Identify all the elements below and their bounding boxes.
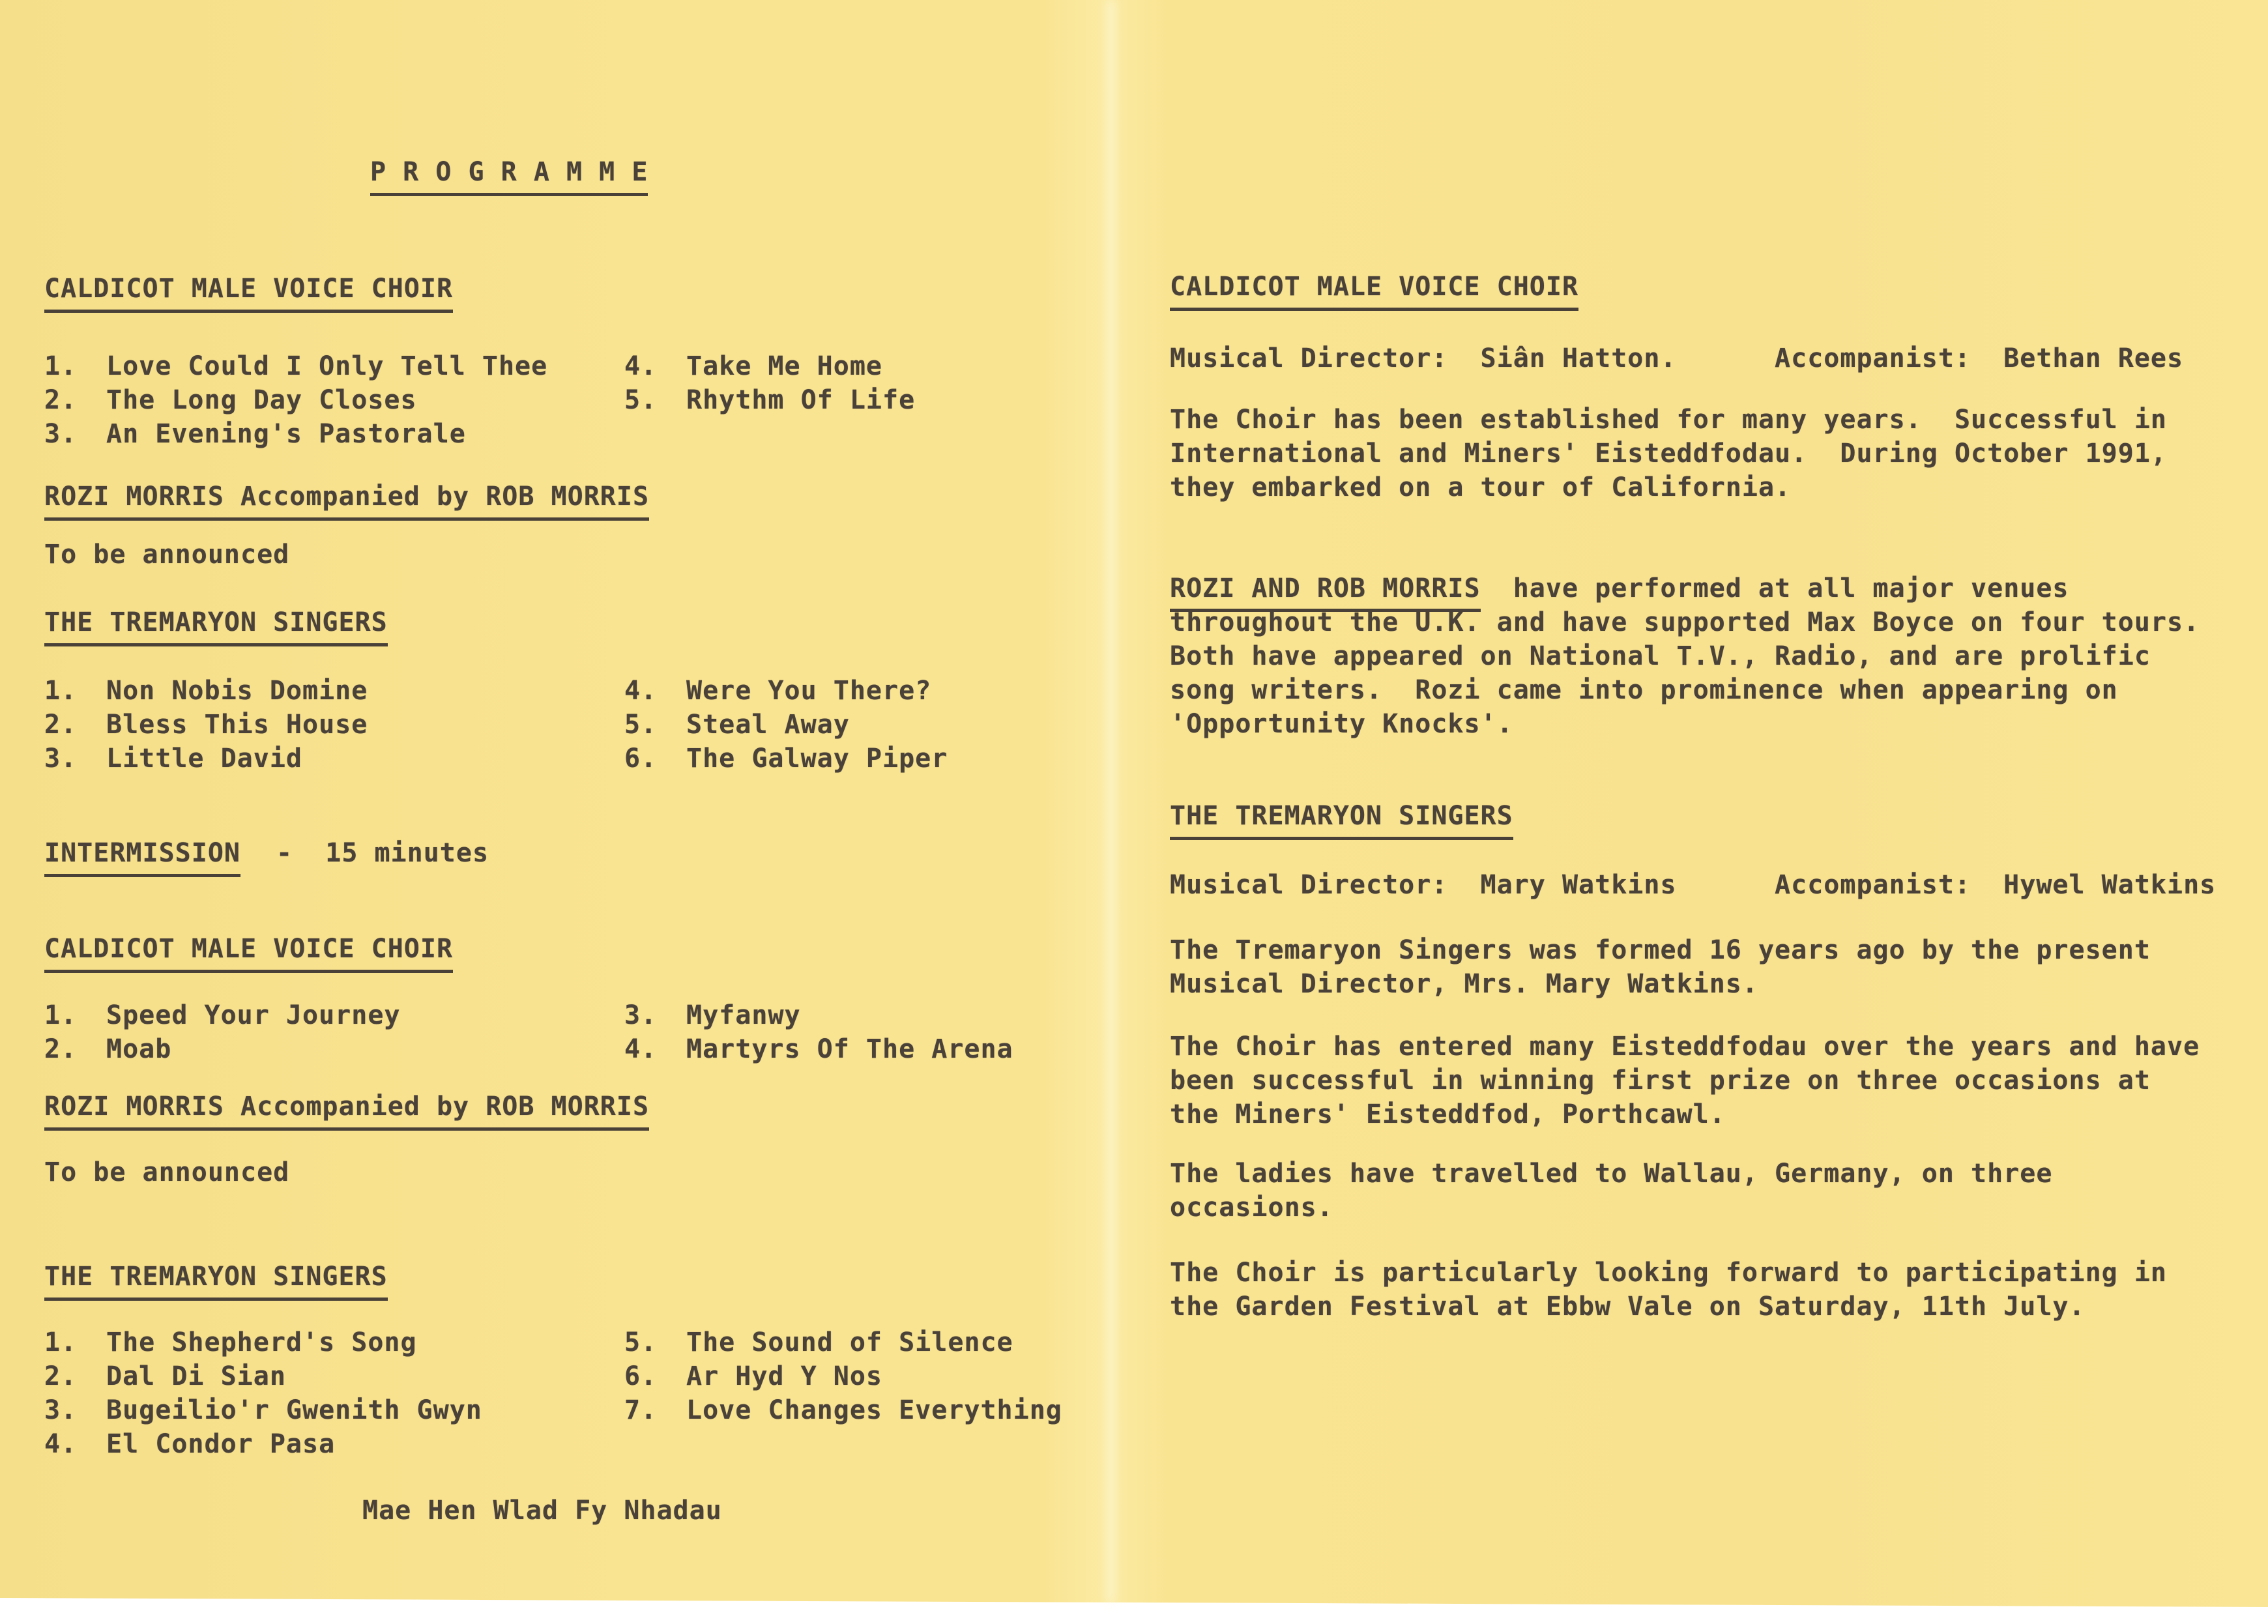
song-item — [624, 1393, 1062, 1427]
section-heading-wrap — [1170, 271, 2268, 311]
song-title: Dal Di Sian — [106, 1361, 286, 1391]
song-title: Non Nobis Domine — [106, 676, 368, 706]
song-subcolumn — [44, 674, 1146, 776]
song-subcolumn — [44, 349, 1146, 451]
song-number: 5. — [624, 385, 658, 415]
song-item — [624, 383, 915, 417]
paragraph-line: they embarked on a tour of California. — [1170, 472, 1792, 502]
section-heading-tremaryon-bio: THE TREMARYON SINGERS — [1170, 800, 1513, 840]
song-number: 6. — [624, 744, 658, 774]
note-text: To be announced — [44, 1157, 290, 1187]
section-heading-wrap — [44, 481, 1146, 521]
paragraph-tremaryon-3 — [1170, 1157, 2268, 1225]
song-item — [624, 674, 948, 708]
song-item — [44, 674, 1146, 708]
song-item — [44, 349, 1146, 383]
song-item — [624, 1326, 1062, 1359]
song-number: 1. — [44, 351, 78, 381]
page-title: P R O G R A M M E — [370, 156, 648, 196]
song-title: Ar Hyd Y Nos — [686, 1361, 882, 1391]
lead-underlined-rozi: ROZI AND ROB MORRIS — [1170, 573, 1481, 612]
song-title: Take Me Home — [686, 351, 882, 381]
song-title: Steal Away — [686, 710, 850, 740]
paragraph-tremaryon-2 — [1170, 1030, 2268, 1131]
song-item — [624, 708, 948, 742]
song-number: 3. — [44, 744, 78, 774]
section-heading-wrap — [44, 607, 1146, 646]
section-heading-caldicot-2: CALDICOT MALE VOICE CHOIR — [44, 933, 453, 973]
credits-line-caldicot: Musical Director: Siân Hatton. Accompanist: Bethan Rees — [1170, 343, 2184, 373]
song-number: 2. — [44, 1361, 78, 1391]
paragraph-line: song writers. Rozi came into prominence when appearing on — [1170, 675, 2118, 705]
song-item — [624, 1032, 1013, 1066]
left-column — [44, 156, 1146, 1528]
paragraph-line: The Choir has entered many Eisteddfodau over the years and have — [1170, 1032, 2200, 1062]
paragraph-line: Both have appeared on National T.V., Radio, and are prolific — [1170, 641, 2151, 671]
section-heading-tremaryon-2: THE TREMARYON SINGERS — [44, 1261, 388, 1301]
song-title: The Long Day Closes — [106, 385, 417, 415]
section-heading-wrap — [1170, 800, 2268, 840]
song-item — [44, 1427, 1146, 1461]
paragraph-line: The ladies have travelled to Wallau, Germany, on three — [1170, 1159, 2053, 1189]
song-title: The Sound of Silence — [686, 1327, 1013, 1357]
song-title: Bugeilio'r Gwenith Gwyn — [106, 1395, 482, 1425]
section-heading-rozi-1: ROZI MORRIS Accompanied by ROB MORRIS — [44, 481, 649, 521]
song-title: Myfanwy — [686, 1000, 801, 1030]
song-title: Speed Your Journey — [106, 1000, 401, 1030]
intermission-detail: - 15 minutes — [276, 838, 489, 868]
song-number: 4. — [624, 676, 658, 706]
song-item — [624, 349, 915, 383]
song-item — [624, 742, 948, 776]
section-heading-wrap — [44, 1091, 1146, 1131]
song-number: 3. — [624, 1000, 658, 1030]
song-title: The Shepherd's Song — [106, 1327, 417, 1357]
section-heading-wrap — [44, 933, 1146, 973]
song-subcolumn — [624, 998, 1013, 1066]
song-list-tremaryon-1 — [44, 674, 1146, 776]
paragraph-line: Musical Director, Mrs. Mary Watkins. — [1170, 969, 1758, 999]
song-number: 5. — [624, 710, 658, 740]
song-item — [44, 383, 1146, 417]
paragraph-line: occasions. — [1170, 1193, 1333, 1223]
intermission-label: INTERMISSION — [44, 837, 240, 877]
song-subcolumn — [624, 1326, 1062, 1427]
song-number: 3. — [44, 419, 78, 449]
song-item — [44, 742, 1146, 776]
paragraph-line: The Tremaryon Singers was formed 16 years ago by the present — [1170, 935, 2151, 965]
paragraph-rozi-bio — [1170, 572, 2268, 741]
anthem-title: Mae Hen Wlad Fy Nhadau — [362, 1496, 722, 1526]
section-heading-wrap — [44, 273, 1146, 313]
section-heading-caldicot-1: CALDICOT MALE VOICE CHOIR — [44, 273, 453, 313]
song-title: Martyrs Of The Arena — [686, 1034, 1013, 1064]
right-column — [1170, 156, 2268, 1324]
paragraph-line: the Miners' Eisteddfod, Porthcawl. — [1170, 1099, 1726, 1129]
song-number: 4. — [624, 351, 658, 381]
section-heading-wrap — [44, 1261, 1146, 1301]
song-list-caldicot-1 — [44, 349, 1146, 451]
song-title: Were You There? — [686, 676, 932, 706]
song-item — [44, 708, 1146, 742]
paragraph-line: 'Opportunity Knocks'. — [1170, 709, 1513, 739]
song-subcolumn — [624, 674, 948, 776]
song-title: Bless This House — [106, 710, 368, 740]
song-title: Little David — [106, 744, 302, 774]
song-subcolumn — [624, 349, 915, 417]
paragraph-line: throughout the U.K. and have supported Max Boyce on four tours. — [1170, 607, 2200, 637]
song-title: Love Could I Only Tell Thee — [106, 351, 548, 381]
song-number: 6. — [624, 1361, 658, 1391]
paragraph-line: The Choir has been established for many years. Successful in — [1170, 405, 2168, 435]
paragraph-line: International and Miners' Eisteddfodau. During October 1991, — [1170, 439, 2168, 469]
section-heading-caldicot-bio: CALDICOT MALE VOICE CHOIR — [1170, 271, 1578, 311]
song-item — [624, 1359, 1062, 1393]
credits-line-tremaryon: Musical Director: Mary Watkins Accompanist: Hywel Watkins — [1170, 870, 2217, 900]
song-title: Love Changes Everything — [686, 1395, 1062, 1425]
song-number: 1. — [44, 1000, 78, 1030]
paragraph-caldicot-bio — [1170, 403, 2268, 504]
page-title-wrap — [370, 156, 1146, 196]
paragraph-line: been successful in winning first prize on three occasions at — [1170, 1066, 2151, 1095]
song-title: El Condor Pasa — [106, 1429, 336, 1459]
paragraph-tremaryon-1 — [1170, 933, 2268, 1001]
song-number: 7. — [624, 1395, 658, 1425]
paragraph-line: The Choir is particularly looking forward to participating in — [1170, 1258, 2168, 1288]
paragraph-tremaryon-4 — [1170, 1256, 2268, 1324]
song-number: 2. — [44, 1034, 78, 1064]
song-number: 5. — [624, 1327, 658, 1357]
song-number: 2. — [44, 385, 78, 415]
intermission-row — [44, 836, 1146, 877]
paragraph-line: the Garden Festival at Ebbw Vale on Saturday, 11th July. — [1170, 1292, 2086, 1322]
song-title: Moab — [106, 1034, 172, 1064]
note-text: To be announced — [44, 540, 290, 570]
section-heading-rozi-2: ROZI MORRIS Accompanied by ROB MORRIS — [44, 1091, 649, 1131]
song-item — [624, 998, 1013, 1032]
song-number: 4. — [624, 1034, 658, 1064]
song-list-caldicot-2 — [44, 998, 1146, 1066]
song-number: 3. — [44, 1395, 78, 1425]
song-title: An Evening's Pastorale — [106, 419, 466, 449]
song-item — [44, 417, 1146, 451]
song-title: The Galway Piper — [686, 744, 948, 774]
section-heading-tremaryon-1: THE TREMARYON SINGERS — [44, 607, 388, 646]
song-list-tremaryon-2 — [44, 1326, 1146, 1461]
paragraph-line-rest: have performed at all major venues — [1480, 573, 2069, 603]
song-number: 2. — [44, 710, 78, 740]
paragraph-line — [1170, 572, 2268, 605]
song-number: 4. — [44, 1429, 78, 1459]
song-title: Rhythm Of Life — [686, 385, 916, 415]
song-number: 1. — [44, 1327, 78, 1357]
song-number: 1. — [44, 676, 78, 706]
